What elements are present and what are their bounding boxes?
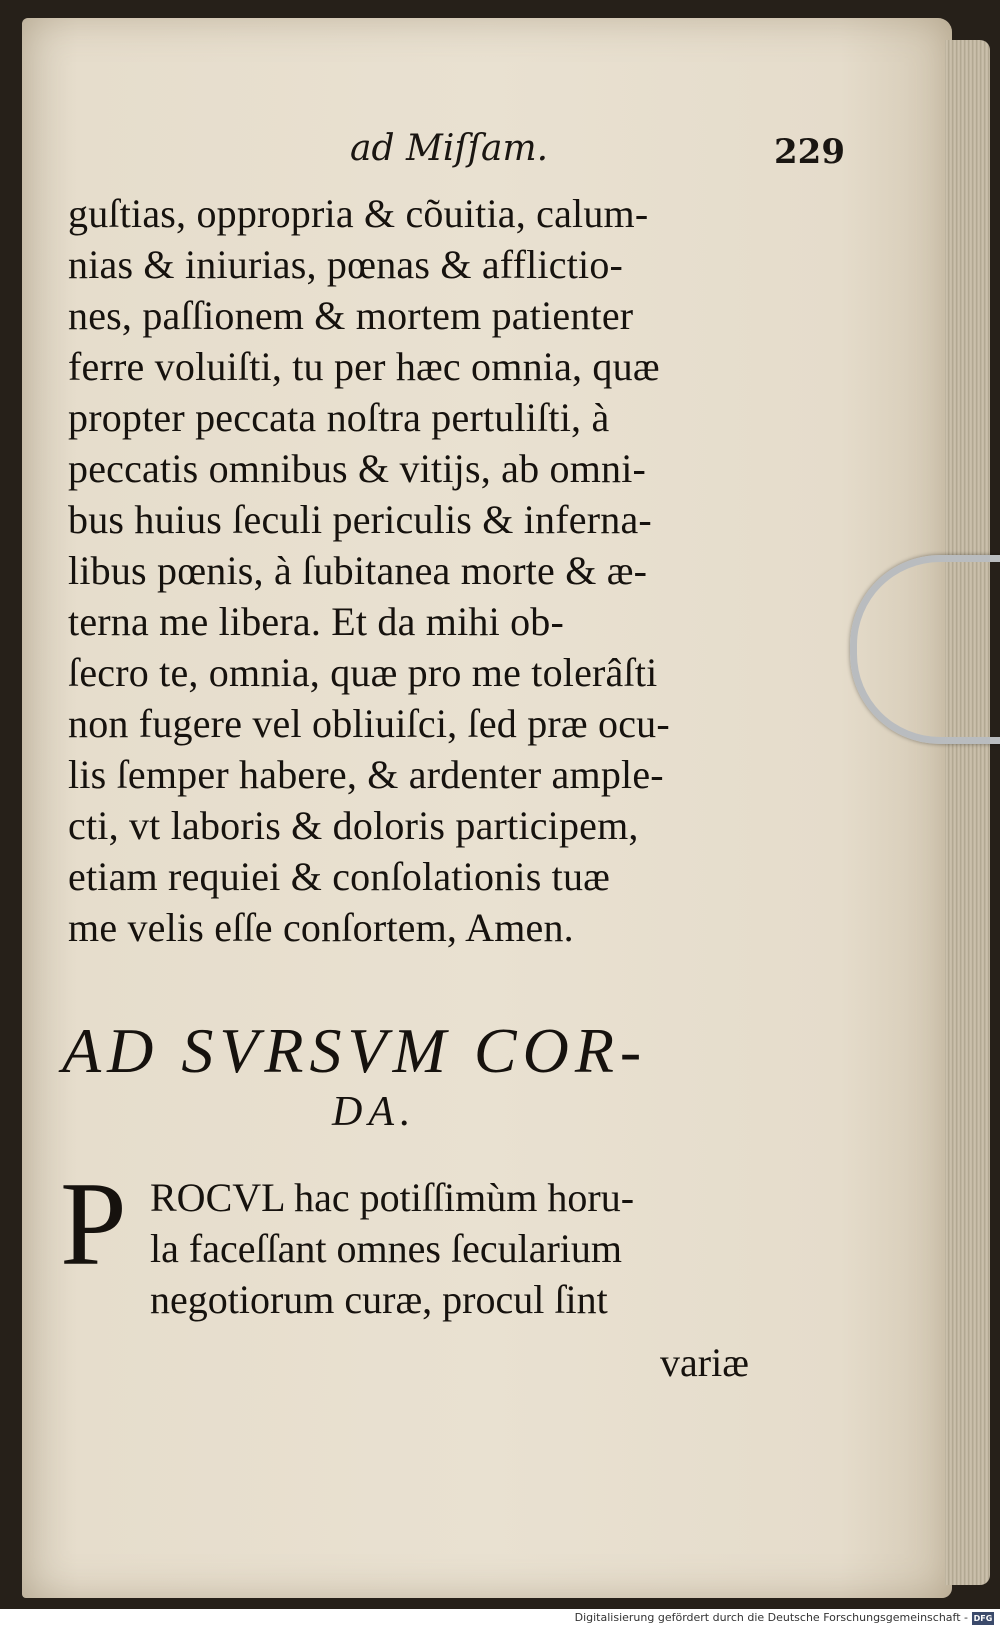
- text-line: guſtias, oppropria & cõuitia, calum-: [68, 191, 649, 236]
- text-line: libus pœnis, à ſubitanea morte & æ-: [68, 548, 648, 593]
- dfg-logo: DFG: [973, 1614, 993, 1623]
- heading-line: AD SVRSVM COR-: [62, 1015, 648, 1086]
- text-line: ROCVL hac potiſſimùm horu-: [150, 1175, 635, 1220]
- text-line: la faceſſant omnes ſecularium: [150, 1226, 623, 1271]
- text-line: ſecro te, omnia, quæ pro me tolerâſti: [68, 650, 658, 695]
- text-line: peccatis omnibus & vitijs, ab omni-: [68, 446, 647, 491]
- heading-line: DA.: [332, 1089, 417, 1135]
- section-text: [150, 1172, 780, 1325]
- text-line: non fugere vel obliuiſci, ſed præ ocu-: [68, 701, 670, 746]
- drop-cap-initial: P: [60, 1157, 127, 1290]
- text-line: nias & iniurias, pœnas & afflictio-: [68, 242, 624, 287]
- text-line: lis ſemper habere, & ardenter ample-: [68, 752, 664, 797]
- footer-credit: Digitalisierung gefördert durch die Deutsche Forschungsgemeinschaft -: [574, 1611, 968, 1624]
- text-line: ferre voluiſti, tu per hæc omnia, quæ: [68, 344, 660, 389]
- text-line: negotiorum curæ, procul ſint: [150, 1277, 608, 1322]
- catchword: variæ: [660, 1340, 749, 1385]
- text-line: nes, paſſionem & mortem patienter: [68, 293, 634, 338]
- page-number: 229: [774, 132, 845, 172]
- text-line: terna me libera. Et da mihi ob-: [68, 599, 565, 644]
- page-header: [100, 128, 845, 178]
- section-heading: [62, 1016, 782, 1138]
- text-line: cti, vt laboris & doloris participem,: [68, 803, 639, 848]
- body-text: [68, 188, 828, 953]
- footer-bar: [0, 1609, 1000, 1629]
- text-line: propter peccata noſtra pertuliſti, à: [68, 395, 610, 440]
- page-edges: [945, 40, 990, 1585]
- text-line: bus huius ſeculi periculis & inferna-: [68, 497, 652, 542]
- running-head: ad Miſſam.: [350, 128, 549, 169]
- text-line: etiam requiei & conſolationis tuæ: [68, 854, 611, 899]
- text-line: me velis eſſe conſortem, Amen.: [68, 905, 574, 950]
